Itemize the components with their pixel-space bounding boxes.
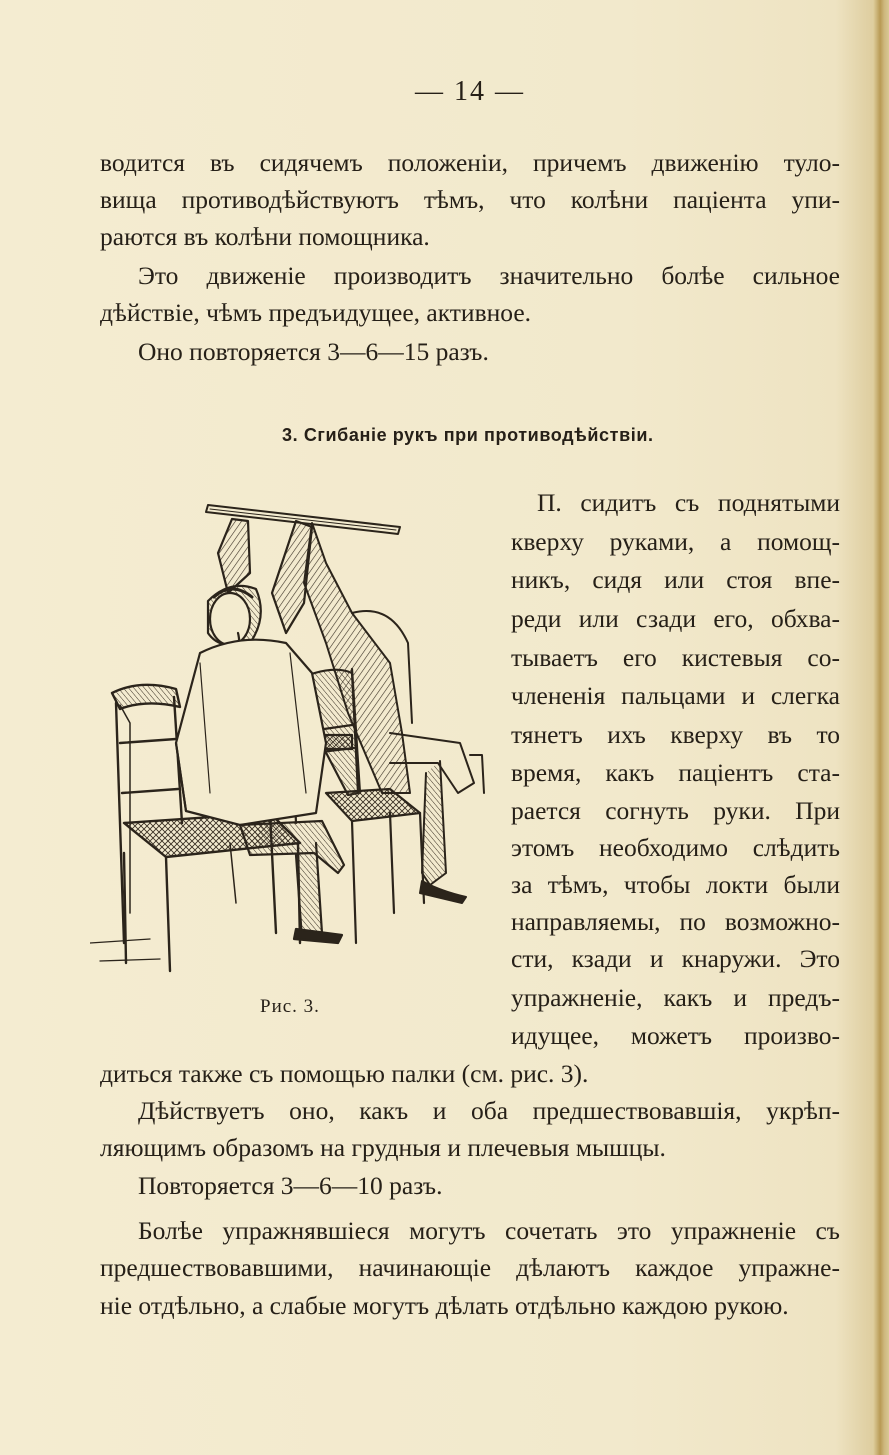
- body-line: предшествовавшими, начинающіе дѣлаютъ каждое упражне-: [100, 1253, 840, 1282]
- side-line: упражненіе, какъ и предъ-: [511, 983, 840, 1012]
- side-line: этомъ необходимо слѣдить: [511, 833, 840, 862]
- body-line: ніе отдѣльно, а слабые могутъ дѣлать отдѣльно каждою рукою.: [100, 1291, 789, 1320]
- side-line: тываетъ его кистевыя со-: [511, 643, 840, 672]
- book-page-edge: [873, 0, 889, 1455]
- side-line: за тѣмъ, чтобы локти были: [511, 870, 840, 899]
- page-number: — 14 —: [415, 76, 525, 107]
- body-line: вища противодѣйствуютъ тѣмъ, что колѣни паціента упи-: [100, 185, 840, 214]
- body-line: раются въ колѣни помощника.: [100, 222, 430, 251]
- side-line: идущее, можетъ произво-: [511, 1021, 840, 1050]
- side-line: сти, кзади и кнаружи. Это: [511, 944, 840, 973]
- body-line: Это движеніе производитъ значительно болѣе сильное: [138, 261, 840, 290]
- exercise-illustration: [90, 493, 488, 985]
- body-line: Болѣе упражнявшіеся могутъ сочетать это упражненіе съ: [138, 1216, 840, 1245]
- side-line: тянетъ ихъ кверху въ то: [511, 720, 840, 749]
- body-line: Оно повторяется 3—6—15 разъ.: [138, 337, 489, 366]
- figure-caption: Рис. 3.: [260, 996, 320, 1017]
- side-line: П. сидитъ съ поднятыми: [537, 488, 840, 517]
- side-line: время, какъ паціентъ ста-: [511, 758, 840, 787]
- body-line: дѣйствіе, чѣмъ предъидущее, активное.: [100, 298, 532, 327]
- body-line: Дѣйствуетъ оно, какъ и оба предшествовавшія, укрѣп-: [138, 1096, 840, 1125]
- body-line: водится въ сидячемъ положеніи, причемъ движенію туло-: [100, 148, 840, 177]
- side-line: члененія пальцами и слегка: [511, 681, 840, 710]
- side-line: кверху руками, а помощ-: [511, 527, 840, 556]
- side-line: реди или сзади его, обхва-: [511, 604, 840, 633]
- side-line: никъ, сидя или стоя впе-: [511, 565, 840, 594]
- side-line: рается согнуть руки. При: [511, 796, 840, 825]
- body-line: диться также съ помощью палки (см. рис. 3).: [100, 1059, 589, 1088]
- body-line: Повторяется 3—6—10 разъ.: [138, 1171, 443, 1200]
- section-heading: 3. Сгибаніе рукъ при противодѣйствіи.: [282, 425, 654, 445]
- side-line: направляемы, по возможно-: [511, 907, 840, 936]
- body-line: ляющимъ образомъ на грудныя и плечевыя мышцы.: [100, 1133, 666, 1162]
